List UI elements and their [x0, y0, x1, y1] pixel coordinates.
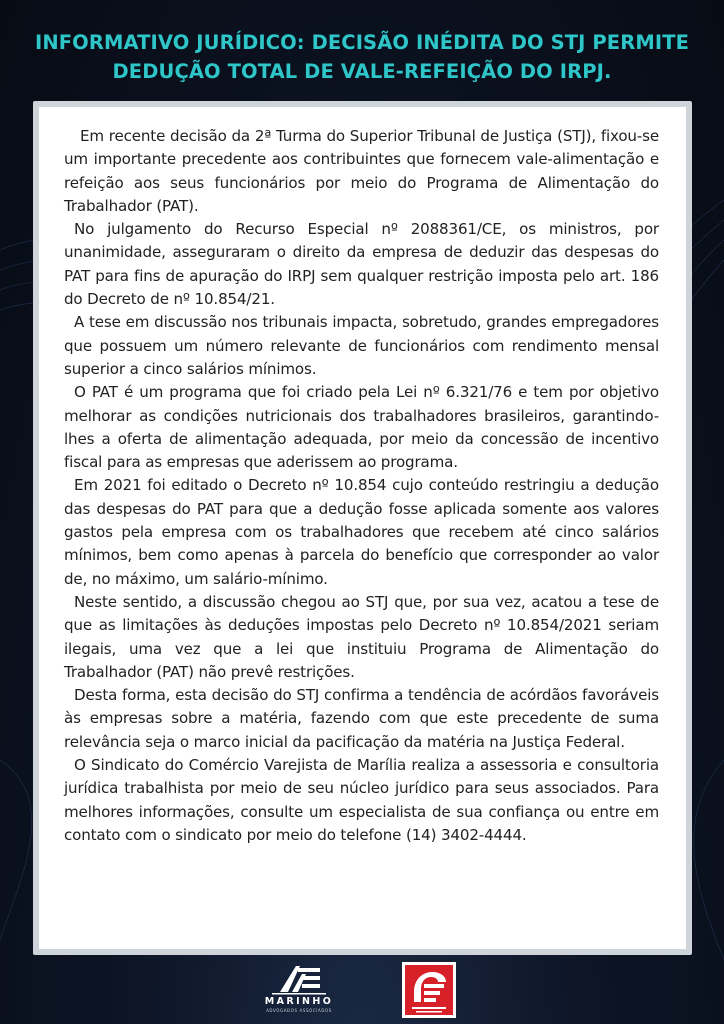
- title-line-2: DEDUÇÃO TOTAL DE VALE-REFEIÇÃO DO IRPJ.: [112, 60, 612, 83]
- title-line-1: INFORMATIVO JURÍDICO: DECISÃO INÉDITA DO STJ PERMITE: [34, 31, 690, 54]
- paragraph: Neste sentido, a discussão chegou ao STJ que, por sua vez, acatou a tese de que as limitações às deduções impostas pelo Decreto nº 10.854/2021 seriam ilegais, uma vez que a lei que instituiu Programa de Alimentação do Trabalhador (PAT) não prevê restrições.: [64, 592, 659, 681]
- paragraph: Em 2021 foi editado o Decreto nº 10.854 cujo conteúdo restringiu a dedução das despesas do PAT para que a dedução fosse aplicada somente aos valores gastos pela empresa com os trabalhadores que recebem até cinco salários mínimos, bem como apenas à parcela do benefício que corresponder ao valor de, no máximo, um salário-mínimo.: [64, 476, 659, 588]
- sindicato-logo: [402, 962, 456, 1018]
- paragraph: O PAT é um programa que foi criado pela Lei nº 6.321/76 e tem por objetivo melhorar as condições nutricionais dos trabalhadores brasileiros, garantindo-lhes a oferta de alimentação adequada, por meio da concessão de incentivo fiscal para as empresas que aderissem ao programa.: [64, 383, 659, 472]
- marinho-emblem-icon: [258, 962, 340, 996]
- paragraph: Desta forma, esta decisão do STJ confirma a tendência de acórdãos favoráveis às empresas sobre a matéria, fazendo com que este precedente de suma relevância seja o marco inicial da pacificação da matéria na Justiça Federal.: [64, 686, 659, 751]
- paragraph: No julgamento do Recurso Especial nº 2088361/CE, os ministros, por unanimidade, asseguraram o direito da empresa de deduzir das despesas do PAT para fins de apuração do IRPJ sem qualquer restrição imposta pelo art. 186 do Decreto de nº 10.854/21.: [64, 220, 659, 309]
- sindicato-logo-icon: [402, 962, 456, 1018]
- paragraph: A tese em discussão nos tribunais impacta, sobretudo, grandes empregadores que possuem um número relevante de funcionários com rendimento mensal superior a cinco salários mínimos.: [64, 313, 659, 378]
- paragraph: O Sindicato do Comércio Varejista de Marília realiza a assessoria e consultoria jurídica trabalhista por meio de seu núcleo jurídico para seus associados. Para melhores informações, consulte um especialista de sua confiança ou entre em contato com o sindicato por meio do telefone (14) 3402-4444.: [64, 756, 659, 844]
- marinho-subtitle: ADVOGADOS ASSOCIADOS: [266, 1008, 332, 1013]
- marinho-name: MARINHO: [264, 996, 334, 1007]
- article-body: [64, 125, 659, 847]
- page-title: [0, 28, 724, 86]
- paragraph: Em recente decisão da 2ª Turma do Superior Tribunal de Justiça (STJ), fixou-se um importante precedente aos contribuintes que fornecem vale-alimentação e refeição aos seus funcionários por meio do Programa de Alimentação do Trabalhador (PAT).: [64, 127, 659, 215]
- marinho-logo: [258, 962, 340, 1016]
